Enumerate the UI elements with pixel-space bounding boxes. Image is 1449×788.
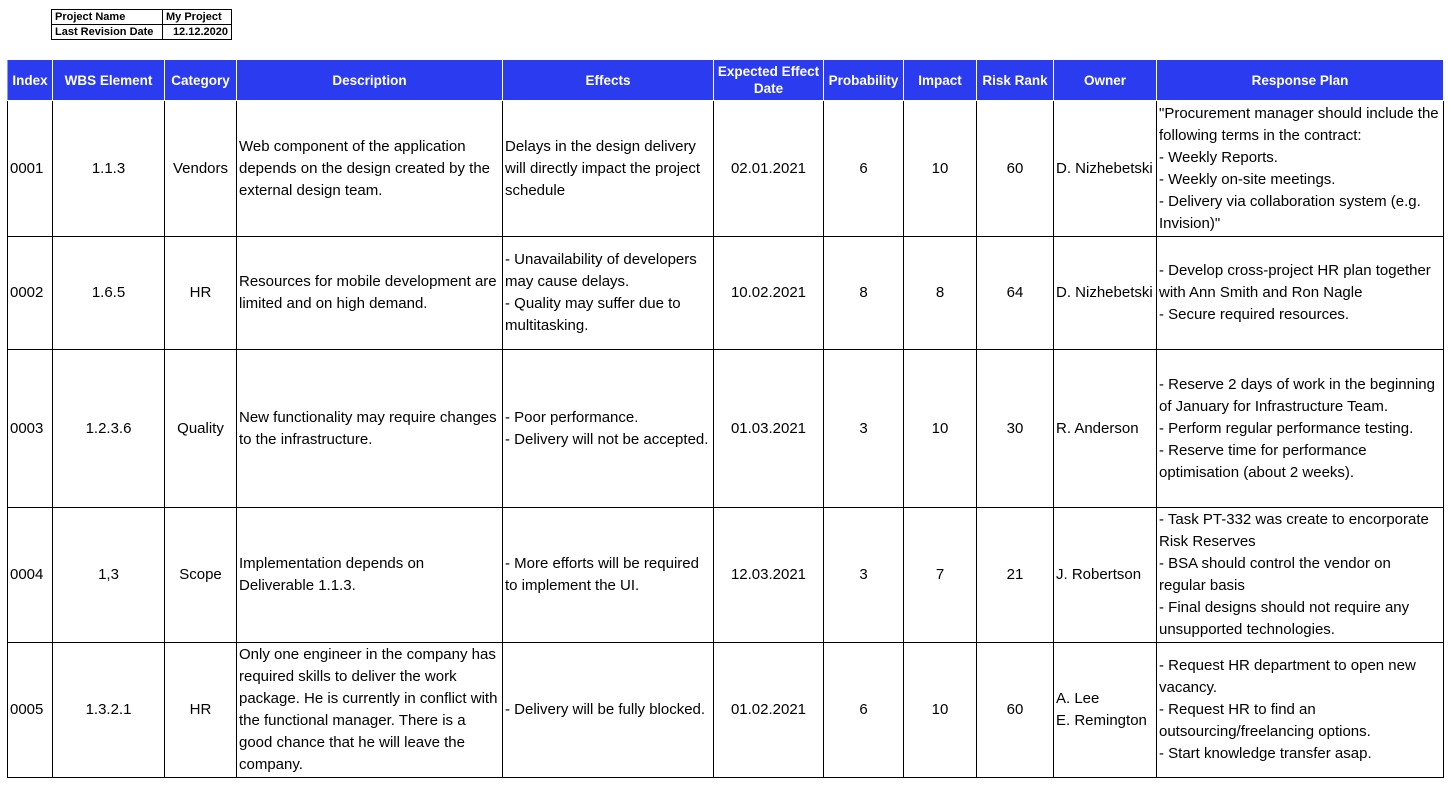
cell-owner[interactable]: J. Robertson (1054, 508, 1157, 643)
cell-index[interactable]: 0005 (8, 643, 53, 778)
cell-impact[interactable]: 10 (904, 350, 977, 508)
revision-date-value[interactable]: 12.12.2020 (163, 25, 232, 40)
cell-risk-rank[interactable]: 30 (977, 350, 1054, 508)
header-description[interactable]: Description (237, 60, 503, 101)
cell-wbs[interactable]: 1.6.5 (53, 237, 165, 350)
cell-effects[interactable]: - Delivery will be fully blocked. (503, 643, 714, 778)
cell-risk-rank[interactable]: 64 (977, 237, 1054, 350)
cell-response-plan[interactable]: "Procurement manager should include the following terms in the contract: - Weekly Reports. - Weekly on-site meetings. - Delivery via collaboration system (e.g. Invision)" (1157, 101, 1444, 237)
cell-category[interactable]: Scope (165, 508, 237, 643)
cell-risk-rank[interactable]: 21 (977, 508, 1054, 643)
table-row (8, 643, 1444, 778)
cell-description[interactable]: Resources for mobile development are limited and on high demand. (237, 237, 503, 350)
cell-impact[interactable]: 8 (904, 237, 977, 350)
cell-response-plan[interactable]: - Develop cross-project HR plan together with Ann Smith and Ron Nagle - Secure required resources. (1157, 237, 1444, 350)
table-row (8, 237, 1444, 350)
cell-probability[interactable]: 3 (824, 508, 904, 643)
cell-response-plan[interactable]: - Task PT-332 was create to encorporate Risk Reserves - BSA should control the vendor on regular basis - Final designs should not require any unsupported technologies. (1157, 508, 1444, 643)
cell-effects[interactable]: Delays in the design delivery will directly impact the project schedule (503, 101, 714, 237)
cell-risk-rank[interactable]: 60 (977, 643, 1054, 778)
cell-effects[interactable]: - More efforts will be required to implement the UI. (503, 508, 714, 643)
cell-category[interactable]: HR (165, 237, 237, 350)
project-name-value[interactable]: My Project (163, 10, 232, 25)
header-expected-effect-date[interactable]: Expected Effect Date (714, 60, 824, 101)
cell-date[interactable]: 12.03.2021 (714, 508, 824, 643)
cell-index[interactable]: 0003 (8, 350, 53, 508)
header-probability[interactable]: Probability (824, 60, 904, 101)
table-row (8, 508, 1444, 643)
cell-probability[interactable]: 6 (824, 643, 904, 778)
header-category[interactable]: Category (165, 60, 237, 101)
cell-owner[interactable]: D. Nizhebetski (1054, 237, 1157, 350)
cell-impact[interactable]: 10 (904, 643, 977, 778)
header-wbs-element[interactable]: WBS Element (53, 60, 165, 101)
header-impact[interactable]: Impact (904, 60, 977, 101)
cell-description[interactable]: Web component of the application depends on the design created by the external design team. (237, 101, 503, 237)
header-risk-rank[interactable]: Risk Rank (977, 60, 1054, 101)
cell-owner[interactable]: D. Nizhebetski (1054, 101, 1157, 237)
cell-description[interactable]: Only one engineer in the company has required skills to deliver the work package. He is currently in conflict with the functional manager. There is a good chance that he will leave the company. (237, 643, 503, 778)
cell-probability[interactable]: 6 (824, 101, 904, 237)
project-name-label: Project Name (52, 10, 163, 25)
project-info-table (51, 9, 232, 40)
risk-register-table (7, 59, 1444, 778)
cell-description[interactable]: New functionality may require changes to the infrastructure. (237, 350, 503, 508)
header-effects[interactable]: Effects (503, 60, 714, 101)
cell-wbs[interactable]: 1.2.3.6 (53, 350, 165, 508)
cell-owner[interactable]: A. Lee E. Remington (1054, 643, 1157, 778)
cell-category[interactable]: Quality (165, 350, 237, 508)
cell-effects[interactable]: - Poor performance. - Delivery will not be accepted. (503, 350, 714, 508)
table-row (8, 350, 1444, 508)
cell-description[interactable]: Implementation depends on Deliverable 1.1.3. (237, 508, 503, 643)
table-row (8, 101, 1444, 237)
cell-date[interactable]: 01.02.2021 (714, 643, 824, 778)
cell-risk-rank[interactable]: 60 (977, 101, 1054, 237)
cell-category[interactable]: HR (165, 643, 237, 778)
cell-response-plan[interactable]: - Reserve 2 days of work in the beginning of January for Infrastructure Team. - Perform regular performance testing. - Reserve time for performance optimisation (about 2 weeks). (1157, 350, 1444, 508)
cell-category[interactable]: Vendors (165, 101, 237, 237)
header-response-plan[interactable]: Response Plan (1157, 60, 1444, 101)
cell-wbs[interactable]: 1.1.3 (53, 101, 165, 237)
header-index[interactable]: Index (8, 60, 53, 101)
cell-owner[interactable]: R. Anderson (1054, 350, 1157, 508)
cell-probability[interactable]: 8 (824, 237, 904, 350)
header-owner[interactable]: Owner (1054, 60, 1157, 101)
header-row (8, 60, 1444, 101)
cell-date[interactable]: 01.03.2021 (714, 350, 824, 508)
cell-index[interactable]: 0001 (8, 101, 53, 237)
cell-wbs[interactable]: 1,3 (53, 508, 165, 643)
cell-probability[interactable]: 3 (824, 350, 904, 508)
cell-date[interactable]: 10.02.2021 (714, 237, 824, 350)
cell-impact[interactable]: 7 (904, 508, 977, 643)
cell-index[interactable]: 0002 (8, 237, 53, 350)
revision-date-label: Last Revision Date (52, 25, 163, 40)
cell-date[interactable]: 02.01.2021 (714, 101, 824, 237)
cell-impact[interactable]: 10 (904, 101, 977, 237)
cell-wbs[interactable]: 1.3.2.1 (53, 643, 165, 778)
cell-index[interactable]: 0004 (8, 508, 53, 643)
cell-response-plan[interactable]: - Request HR department to open new vacancy. - Request HR to find an outsourcing/freelancing options. - Start knowledge transfer asap. (1157, 643, 1444, 778)
cell-effects[interactable]: - Unavailability of developers may cause delays. - Quality may suffer due to multitasking. (503, 237, 714, 350)
